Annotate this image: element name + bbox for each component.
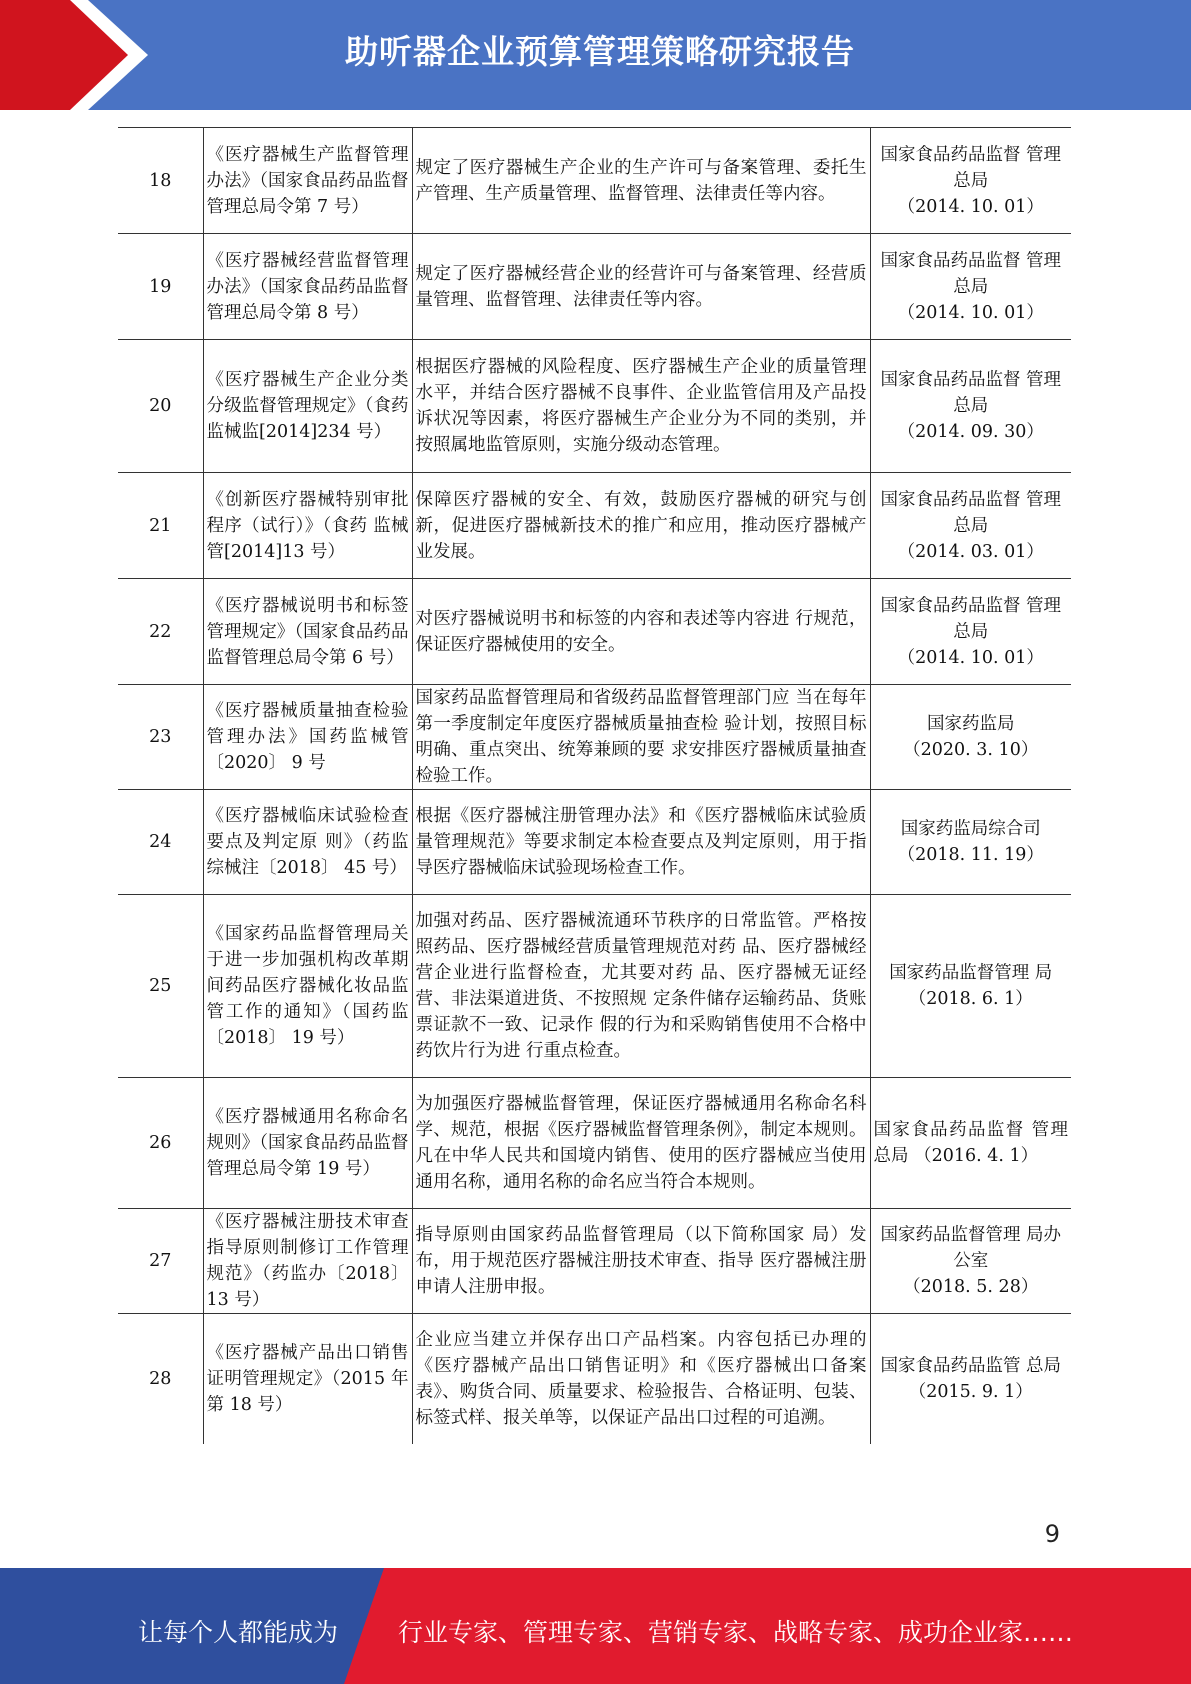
regulation-description: 根据《医疗器械注册管理办法》和《医疗器械临床试验质量管理规范》等要求制定本检查要点及判定原则，用于指导医疗器械临床试验现场检查工作。 xyxy=(412,790,870,895)
effective-date: （2014. 10. 01） xyxy=(897,647,1044,668)
issuing-authority xyxy=(870,1314,1071,1444)
table-row xyxy=(118,895,1071,1078)
issuing-authority xyxy=(870,473,1071,579)
row-number: 23 xyxy=(118,685,203,790)
authority-name: 国家药品监督管理 局 xyxy=(889,963,1053,983)
row-number: 24 xyxy=(118,790,203,895)
authority-name: 国家药监局 xyxy=(927,714,1015,734)
regulation-name: 《医疗器械生产监督管理办法》（国家食品药品监督管理总局令第 7 号） xyxy=(203,128,412,234)
row-number: 25 xyxy=(118,895,203,1078)
regulation-name: 《医疗器械生产企业分类分级监督管理规定》（食药监械监[2014]234 号） xyxy=(203,340,412,473)
effective-date: （2014. 03. 01） xyxy=(897,541,1044,562)
regulation-name: 《医疗器械通用名称命名规则》（国家食品药品监督管理总局令第 19 号） xyxy=(203,1078,412,1209)
regulation-description: 规定了医疗器械经营企业的经营许可与备案管理、经营质量管理、监督管理、法律责任等内容。 xyxy=(412,234,870,340)
effective-date: （2014. 10. 01） xyxy=(897,196,1044,217)
table-row xyxy=(118,340,1071,473)
authority-name-and-date: 国家食品药品监督 管理总局 （2016. 4. 1） xyxy=(873,1120,1068,1166)
effective-date: （2018. 6. 1） xyxy=(908,989,1033,1009)
regulation-name: 《创新医疗器械特别审批程序（试行）》（食药 监械管[2014]13 号） xyxy=(203,473,412,579)
report-title: 助听器企业预算管理策略研究报告 xyxy=(345,32,855,71)
regulation-description: 对医疗器械说明书和标签的内容和表述等内容进 行规范，保证医疗器械使用的安全。 xyxy=(412,579,870,685)
row-number: 27 xyxy=(118,1209,203,1314)
footer-slogan-right: 行业专家、管理专家、营销专家、战略专家、成功企业家…… xyxy=(398,1618,1074,1647)
regulation-description: 指导原则由国家药品监督管理局（以下简称国家 局）发布，用于规范医疗器械注册技术审查、指导 医疗器械注册申请人注册申报。 xyxy=(412,1209,870,1314)
page-number: 9 xyxy=(1044,1520,1060,1548)
regulation-description: 国家药品监督管理局和省级药品监督管理部门应 当在每年第一季度制定年度医疗器械质量抽查检 验计划，按照目标明确、重点突出、统筹兼顾的要 求安排医疗器械质量抽查检验工作。 xyxy=(412,685,870,790)
authority-name: 国家食品药品监督 管理总局 xyxy=(880,489,1062,536)
table-row xyxy=(118,1078,1071,1209)
authority-name: 国家食品药品监督 管理总局 xyxy=(880,144,1062,191)
table-row xyxy=(118,128,1071,234)
issuing-authority xyxy=(870,234,1071,340)
regulation-description: 根据医疗器械的风险程度、医疗器械生产企业的质量管理水平，并结合医疗器械不良事件、企业监管信用及产品投诉状况等因素，将医疗器械生产企业分为不同的类别，并按照属地监管原则，实施分级动态管理。 xyxy=(412,340,870,473)
regulation-name: 《医疗器械质量抽查检验管理办法》国药监械管〔2020〕 9 号 xyxy=(203,685,412,790)
issuing-authority xyxy=(870,895,1071,1078)
regulation-description: 企业应当建立并保存出口产品档案。内容包括已办理的《医疗器械产品出口销售证明》和《医疗器械出口备案表》、购货合同、质量要求、检验报告、合格证明、包装、标签式样、报关单等，以保证产品出口过程的可追溯。 xyxy=(412,1314,870,1444)
authority-name: 国家药监局综合司 xyxy=(900,819,1041,839)
row-number: 28 xyxy=(118,1314,203,1444)
row-number: 22 xyxy=(118,579,203,685)
effective-date: （2014. 10. 01） xyxy=(897,302,1044,323)
effective-date: （2015. 9. 1） xyxy=(908,1381,1033,1402)
footer-slogan-left: 让每个人都能成为 xyxy=(138,1618,339,1647)
row-number: 18 xyxy=(118,128,203,234)
authority-name: 国家食品药品监督 管理总局 xyxy=(880,250,1062,297)
effective-date: （2018. 5. 28） xyxy=(903,1277,1039,1297)
row-number: 21 xyxy=(118,473,203,579)
regulation-description: 为加强医疗器械监督管理，保证医疗器械通用名称命名科学、规范，根据《医疗器械监督管理条例》，制定本规则。凡在中华人民共和国境内销售、使用的医疗器械应当使用通用名称，通用名称的命名应当符合本规则。 xyxy=(412,1078,870,1209)
effective-date: （2020. 3. 10） xyxy=(903,740,1039,760)
table-row xyxy=(118,579,1071,685)
regulation-name: 《医疗器械产品出口销售证明管理规定》（2015 年第 18 号） xyxy=(203,1314,412,1444)
issuing-authority xyxy=(870,1209,1071,1314)
row-number: 19 xyxy=(118,234,203,340)
regulation-description: 加强对药品、医疗器械流通环节秩序的日常监管。严格按照药品、医疗器械经营质量管理规范对药 品、医疗器械经营企业进行监督检查，尤其要对药 品、医疗器械无证经营、非法渠道进货、不按照规 定条件储存运输药品、货账票证款不一致、记录作 假的行为和采购销售使用不合格中药饮片行为进 行重点检查。 xyxy=(412,895,870,1078)
table-row xyxy=(118,1314,1071,1444)
regulation-description: 保障医疗器械的安全、有效，鼓励医疗器械的研究与创新，促进医疗器械新技术的推广和应用，推动医疗器械产业发展。 xyxy=(412,473,870,579)
issuing-authority xyxy=(870,1078,1071,1209)
table-row xyxy=(118,685,1071,790)
table-row xyxy=(118,1209,1071,1314)
issuing-authority xyxy=(870,685,1071,790)
authority-name: 国家食品药品监督 管理总局 xyxy=(880,370,1062,416)
regulation-name: 《医疗器械经营监督管理办法》（国家食品药品监督管理总局令第 8 号） xyxy=(203,234,412,340)
regulation-description: 规定了医疗器械生产企业的生产许可与备案管理、委托生产管理、生产质量管理、监督管理、法律责任等内容。 xyxy=(412,128,870,234)
issuing-authority xyxy=(870,790,1071,895)
effective-date: （2014. 09. 30） xyxy=(897,422,1044,442)
regulation-name: 《医疗器械说明书和标签管理规定》（国家食品药品监督管理总局令第 6 号） xyxy=(203,579,412,685)
regulations-table-wrap xyxy=(118,127,1071,1444)
issuing-authority xyxy=(870,340,1071,473)
issuing-authority xyxy=(870,128,1071,234)
table-row xyxy=(118,790,1071,895)
effective-date: （2018. 11. 19） xyxy=(897,845,1044,865)
table-row xyxy=(118,234,1071,340)
authority-name: 国家食品药品监管 总局 xyxy=(880,1355,1062,1376)
regulation-name: 《医疗器械注册技术审查指导原则制修订工作管理规范》（药监办〔2018〕13 号） xyxy=(203,1209,412,1314)
row-number: 20 xyxy=(118,340,203,473)
row-number: 26 xyxy=(118,1078,203,1209)
table-row xyxy=(118,473,1071,579)
regulations-table xyxy=(118,127,1071,1444)
issuing-authority xyxy=(870,579,1071,685)
regulation-name: 《医疗器械临床试验检查要点及判定原 则》（药监综械注〔2018〕 45 号） xyxy=(203,790,412,895)
page-header xyxy=(0,0,1191,110)
regulation-name: 《国家药品监督管理局关于进一步加强机构改革期间药品医疗器械化妆品监管工作的通知》（国药监〔2018〕 19 号） xyxy=(203,895,412,1078)
authority-name: 国家药品监督管理 局办公室 xyxy=(880,1225,1062,1271)
page-footer xyxy=(0,1568,1191,1684)
authority-name: 国家食品药品监督 管理总局 xyxy=(880,595,1062,642)
